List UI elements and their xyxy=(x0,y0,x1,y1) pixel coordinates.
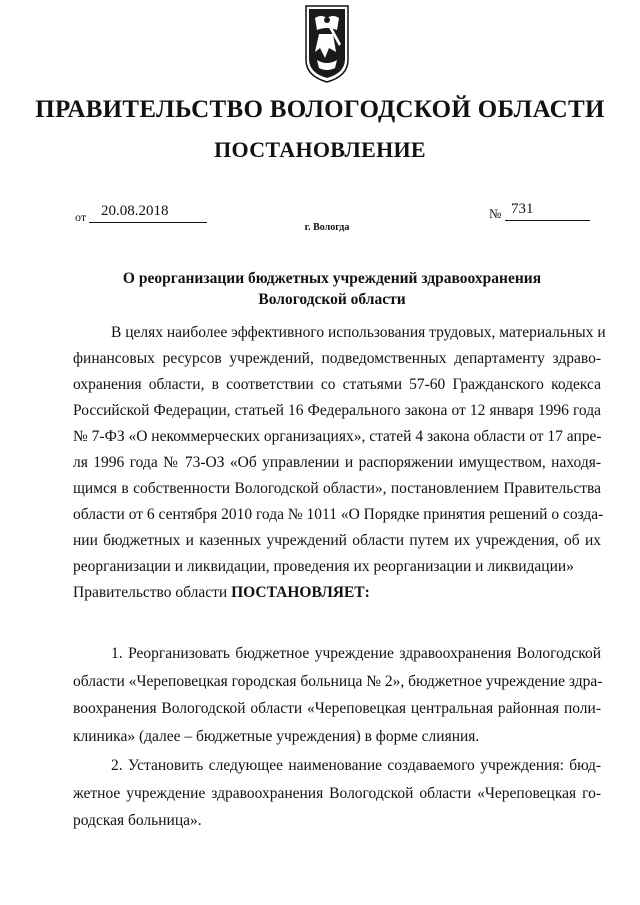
decree-line xyxy=(73,580,601,606)
closing-text: Правительство области xyxy=(73,584,228,601)
item-paragraph-1 xyxy=(73,640,601,750)
preamble-paragraph xyxy=(73,320,606,606)
document-type: ПОСТАНОВЛЕНИЕ xyxy=(214,137,426,162)
text-line: Российской Федерации, статьей 16 Федерального закона от 12 января 1996 года xyxy=(73,402,601,419)
text-line: воохранения Вологодской области «Череповецкая центральная районная поли- xyxy=(73,700,601,718)
document-number: 731 xyxy=(505,201,590,221)
text-line: области «Череповецкая городская больница № 2», бюджетное учреждение здра- xyxy=(73,672,603,690)
document-date: 20.08.2018 xyxy=(89,203,207,223)
text-line: охранения области, в соответствии со статьями 57-60 Гражданского кодекса xyxy=(73,376,601,393)
text-line: жетное учреждение здравоохранения Вологодской области «Череповецкая го- xyxy=(73,784,601,802)
text-line: клиника» (далее – бюджетные учреждения) в форме слияния. xyxy=(73,727,480,745)
document-subject xyxy=(0,268,640,310)
text-line: финансовых ресурсов учреждений, подведомственных департаменту здраво- xyxy=(73,350,601,367)
text-line: № 7-ФЗ «О некоммерческих организациях», статей 4 закона области от 17 апре- xyxy=(73,428,602,445)
text-line: области от 6 сентября 2010 года № 1011 «О Порядке принятия решений о созда- xyxy=(73,506,604,523)
text-line: реорганизации и ликвидации, проведения их реорганизации и ликвидации» xyxy=(73,558,574,575)
text-line: В целях наиболее эффективного использования трудовых, материальных и xyxy=(111,324,606,341)
city: г. Вологда xyxy=(304,222,350,233)
government-title: ПРАВИТЕЛЬСТВО ВОЛОГОДСКОЙ ОБЛАСТИ xyxy=(35,96,605,123)
subject-line: О реорганизации бюджетных учреждений здравоохранения xyxy=(122,270,542,287)
coat-of-arms-icon xyxy=(303,4,351,84)
text-line: 2. Установить следующее наименование создаваемого учреждения: бюд- xyxy=(111,757,601,774)
number-label: № xyxy=(489,206,502,221)
decree-word: ПОСТАНОВЛЯЕТ: xyxy=(231,584,370,601)
text-line: щимся в собственности Вологодской области», постановлением Правительства xyxy=(73,480,601,497)
text-line: ля 1996 года № 73-ОЗ «Об управлении и распоряжении имуществом, находя- xyxy=(73,454,601,471)
date-label: от xyxy=(75,210,87,224)
text-line: 1. Реорганизовать бюджетное учреждение здравоохранения Вологодской xyxy=(111,645,601,662)
subject-line: Вологодской области xyxy=(258,291,406,308)
text-line: родская больница». xyxy=(73,812,202,830)
item-paragraph-2 xyxy=(73,752,601,835)
text-line: нии бюджетных и казенных учреждений области путем их учреждения, об их xyxy=(73,532,601,549)
